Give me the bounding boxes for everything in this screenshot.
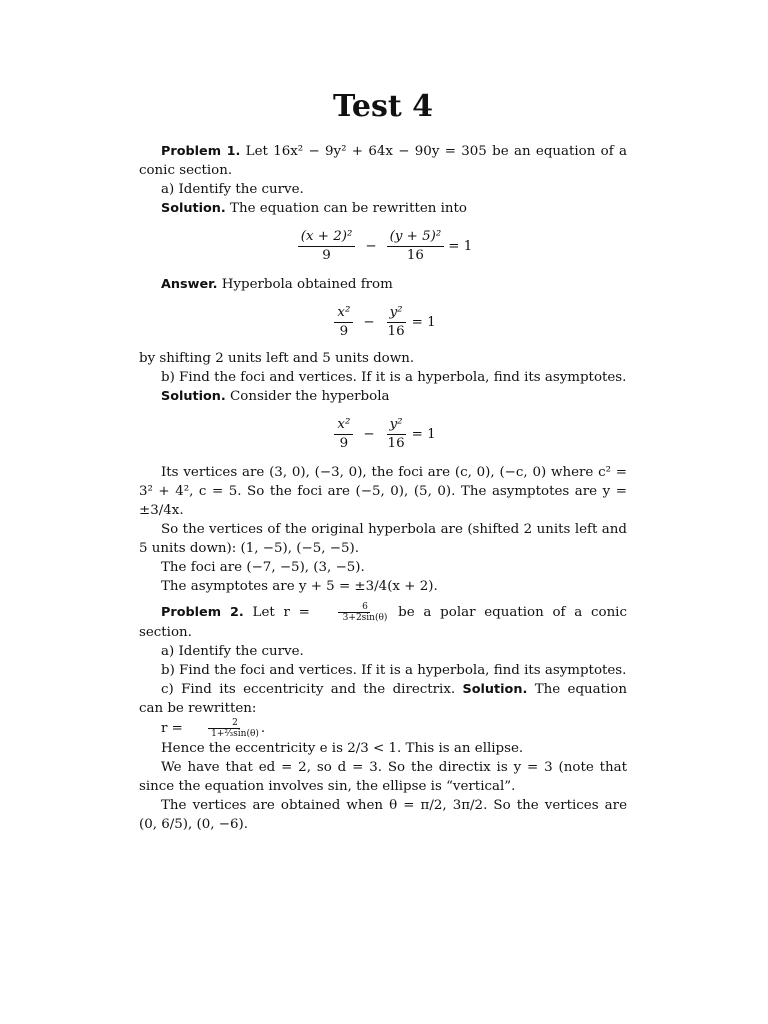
solution-text: The equation can be rewritten into	[230, 201, 467, 216]
eccentricity-text: Hence the eccentricity e is 2/3 < 1. This is an ellipse.	[161, 741, 524, 756]
denominator: 9	[339, 324, 349, 339]
rewritten-fraction	[189, 718, 259, 739]
shift-text: by shifting 2 units left and 5 units down.	[139, 351, 415, 366]
minus-sign: −	[363, 427, 375, 442]
solution-text: Consider the hyperbola	[230, 389, 390, 404]
numerator: x²	[334, 416, 353, 435]
problem2-heading: Problem 2.	[161, 605, 244, 620]
problem1-statement	[139, 142, 627, 180]
document-page	[139, 88, 627, 834]
problem2-part-a: a) Identify the curve.	[161, 644, 304, 659]
directrix-text: We have that ed = 2, so d = 3. So the directix is y = 3 (note that since the equation involves sin, the ellipse is “vertical”.	[139, 760, 627, 794]
minus-sign: −	[363, 315, 375, 330]
problem1-heading: Problem 1.	[161, 144, 241, 159]
original-vertices-text: So the vertices of the original hyperbola are (shifted 2 units left and 5 units down): (1, −5), (−5, −5).	[139, 522, 627, 556]
numerator: 2	[208, 718, 240, 729]
problem1-text: Let 16x² − 9y² + 64x − 90y = 305 be an equation of a conic section.	[139, 144, 627, 178]
answer-text: Hyperbola obtained from	[221, 277, 393, 292]
solution-label: Solution.	[462, 682, 528, 697]
equals-one: = 1	[448, 239, 473, 254]
equation-standard-form	[139, 228, 627, 265]
part-c-text: c) Find its eccentricity and the directrix.	[161, 682, 456, 697]
numerator: x²	[334, 304, 353, 323]
problem2-text: be a polar equation of a conic section.	[139, 605, 627, 640]
rewritten-equation	[139, 718, 627, 739]
numerator: y²	[387, 304, 406, 323]
problem2-part-c	[139, 680, 627, 718]
answer-label: Answer.	[161, 277, 218, 292]
fraction	[385, 304, 408, 341]
problem1-part-a: a) Identify the curve.	[161, 182, 304, 197]
fraction	[334, 304, 353, 341]
equals-one: = 1	[411, 315, 436, 330]
problem1-solution-intro	[139, 199, 627, 218]
vertices-foci-text: Its vertices are (3, 0), (−3, 0), the foci are (c, 0), (−c, 0) where c² = 3² + 4², c = 5. So the foci are (−5, 0), (5, 0). The asymptotes are y = ±3/4x.	[139, 465, 627, 518]
numerator: y²	[387, 416, 406, 435]
fraction	[334, 416, 353, 453]
problem2-part-b: b) Find the foci and vertices. If it is a hyperbola, find its asymptotes.	[161, 663, 627, 678]
numerator: (x + 2)²	[298, 228, 356, 247]
problem1-answer	[139, 275, 627, 294]
problem2-statement	[139, 602, 627, 642]
fraction	[298, 228, 356, 265]
equation-hyperbola-2	[139, 416, 627, 453]
denominator: 16	[387, 436, 405, 451]
solution-label: Solution.	[161, 201, 226, 216]
let-r: Let r =	[252, 605, 310, 620]
equation-hyperbola	[139, 304, 627, 341]
page-title: Test 4	[332, 89, 434, 124]
fraction	[385, 416, 408, 453]
r-equals: r =	[161, 721, 183, 736]
polar-fraction	[321, 602, 388, 623]
solution-text: The equation can be rewritten:	[139, 682, 627, 716]
fraction	[387, 228, 445, 265]
original-asymptotes-text: The asymptotes are y + 5 = ±3/4(x + 2).	[161, 579, 438, 594]
problem1-solution2-intro	[139, 387, 627, 406]
solution-label: Solution.	[161, 389, 226, 404]
denominator: 16	[387, 324, 405, 339]
denominator: 3+2sin(θ)	[342, 613, 388, 623]
period: .	[260, 721, 266, 736]
minus-sign: −	[365, 239, 377, 254]
problem1-part-b: b) Find the foci and vertices. If it is a hyperbola, find its asymptotes.	[161, 370, 627, 385]
vertices-polar-text: The vertices are obtained when θ = π/2, 3π/2. So the vertices are (0, 6/5), (0, −6).	[139, 798, 627, 832]
equals-one: = 1	[411, 427, 436, 442]
original-foci-text: The foci are (−7, −5), (3, −5).	[161, 560, 365, 575]
denominator: 16	[406, 248, 424, 263]
numerator: (y + 5)²	[387, 228, 445, 247]
denominator: 1+⅔sin(θ)	[211, 729, 259, 739]
denominator: 9	[322, 248, 331, 263]
denominator: 9	[339, 436, 349, 451]
numerator: 6	[338, 602, 370, 613]
